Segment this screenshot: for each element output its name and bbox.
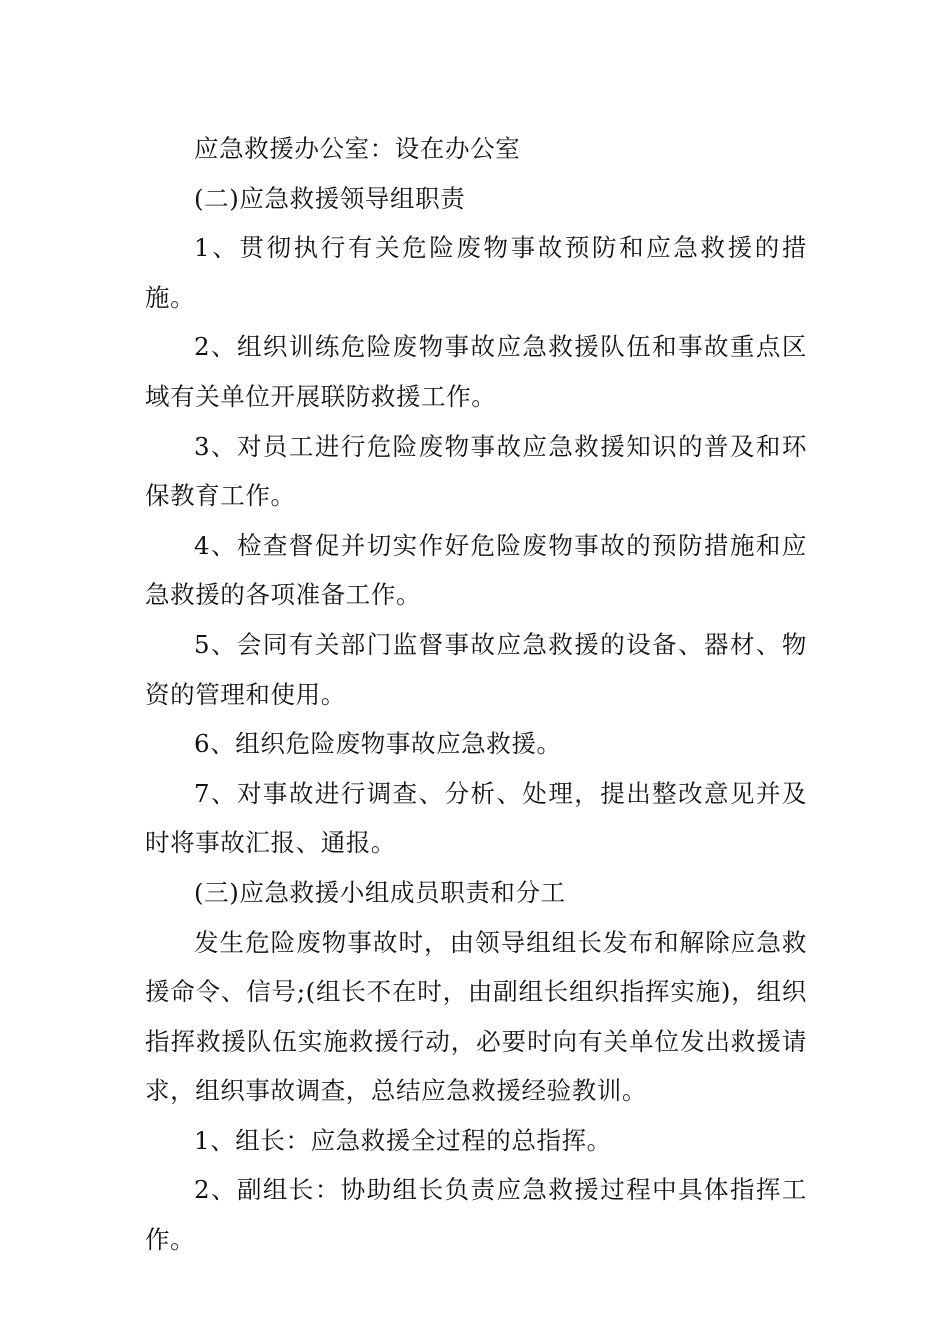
paragraph-role-leader: 1、组长：应急救援全过程的总指挥。: [194, 1125, 612, 1155]
document-body: [145, 124, 807, 1265]
section-heading-member-duties: (三)应急救援小组成员职责和分工: [194, 877, 566, 907]
paragraph-role-deputy-leader: 2、副组长：协助组长负责应急救援过程中具体指挥工作。: [145, 1175, 807, 1255]
paragraph-office: 应急救援办公室：设在办公室: [194, 134, 521, 163]
paragraph-duty-3: 3、对员工进行危险废物事故应急救援知识的普及和环保教育工作。: [145, 431, 807, 511]
paragraph-duty-2: 2、组织训练危险废物事故应急救援队伍和事故重点区域有关单位开展联防救援工作。: [145, 332, 807, 411]
paragraph-duty-6: 6、组织危险废物事故应急救援。: [194, 729, 562, 759]
paragraph-duty-7: 7、对事故进行调查、分析、处理，提出整改意见并及时将事故汇报、通报。: [145, 778, 807, 858]
paragraph-duty-5: 5、会同有关部门监督事故应急救援的设备、器材、物资的管理和使用。: [145, 629, 807, 709]
paragraph-duty-4: 4、检查督促并切实作好危险废物事故的预防措施和应急救援的各项准备工作。: [145, 530, 807, 610]
paragraph-incident-response: 发生危险废物事故时，由领导组组长发布和解除应急救援命令、信号;(组长不在时，由副组长组织指挥实施)，组织指挥救援队伍实施救援行动，必要时向有关单位发出救援请求，组织事故调查，总结应急救援经验教训。: [145, 927, 807, 1106]
paragraph-duty-1: 1、贯彻执行有关危险废物事故预防和应急救援的措施。: [145, 233, 807, 312]
section-heading-leadership-duties: (二)应急救援领导组职责: [194, 183, 466, 213]
